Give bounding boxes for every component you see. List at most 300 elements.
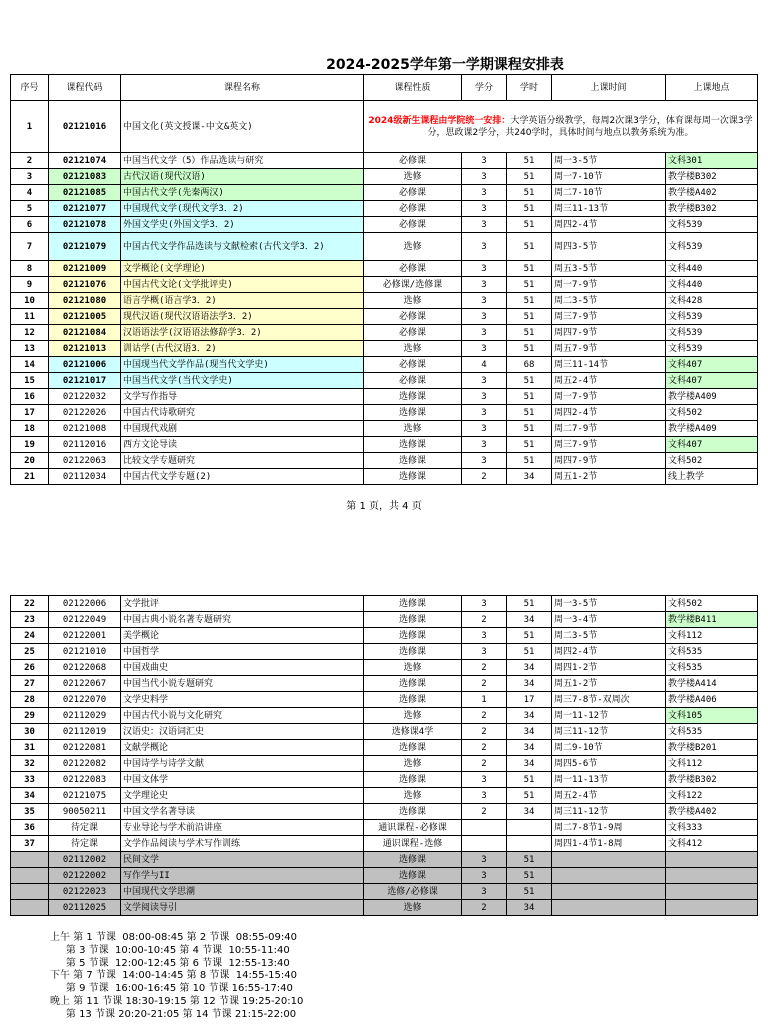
class-time: 周四5-6节 — [552, 756, 666, 772]
course-type: 选修 — [364, 756, 462, 772]
table-row — [11, 357, 758, 373]
row-number — [11, 852, 49, 868]
row-number: 30 — [11, 724, 49, 740]
table-row — [11, 900, 758, 916]
hours: 68 — [507, 357, 552, 373]
course-name: 中国现代文学(现代文学3．2) — [121, 201, 364, 217]
course-name: 中国文体学 — [121, 772, 364, 788]
table-row — [11, 277, 758, 293]
column-header: 序号 — [11, 75, 49, 101]
course-type: 选修课 — [364, 469, 462, 485]
table-row — [11, 293, 758, 309]
course-type: 选修课 — [364, 804, 462, 820]
credit: 3 — [462, 185, 507, 201]
course-name: 文学作品阅读与学术写作训练 — [121, 836, 364, 852]
course-code: 02122001 — [49, 628, 121, 644]
course-code: 02121013 — [49, 341, 121, 357]
credit: 3 — [462, 325, 507, 341]
course-code: 02122067 — [49, 676, 121, 692]
classroom: 文科535 — [666, 660, 758, 676]
course-name: 中国当代文学（5）作品选读与研究 — [121, 153, 364, 169]
course-code: 02122063 — [49, 453, 121, 469]
credit: 3 — [462, 884, 507, 900]
credit: 3 — [462, 453, 507, 469]
classroom — [666, 884, 758, 900]
hours: 51 — [507, 421, 552, 437]
course-type: 必修课 — [364, 201, 462, 217]
row-number: 37 — [11, 836, 49, 852]
classroom: 文科407 — [666, 437, 758, 453]
hours: 51 — [507, 373, 552, 389]
row-number: 12 — [11, 325, 49, 341]
column-header: 上课地点 — [666, 75, 758, 101]
class-time: 周四2-4节 — [552, 644, 666, 660]
credit: 2 — [462, 708, 507, 724]
course-code: 02121008 — [49, 421, 121, 437]
hours: 51 — [507, 852, 552, 868]
classroom: 文科412 — [666, 836, 758, 852]
credit: 3 — [462, 261, 507, 277]
row-number — [11, 868, 49, 884]
table-row — [11, 421, 758, 437]
row-number: 24 — [11, 628, 49, 644]
column-header: 课程性质 — [364, 75, 462, 101]
classroom: 教学楼A402 — [666, 185, 758, 201]
classroom: 文科535 — [666, 724, 758, 740]
row-number: 13 — [11, 341, 49, 357]
class-time: 周三11-12节 — [552, 804, 666, 820]
table-row — [11, 644, 758, 660]
course-code: 02121075 — [49, 788, 121, 804]
classroom: 文科535 — [666, 644, 758, 660]
course-name: 汉语史：汉语词汇史 — [121, 724, 364, 740]
legend-line: 第 13 节课 20:20-21:05 第 14 节课 21:15-22:00 — [50, 1008, 297, 1020]
classroom: 文科502 — [666, 405, 758, 421]
table-row — [11, 437, 758, 453]
class-time: 周五3-5节 — [552, 261, 666, 277]
course-type: 选修 — [364, 660, 462, 676]
course-name: 中国文学名著导读 — [121, 804, 364, 820]
course-code: 02122006 — [49, 596, 121, 612]
credit: 2 — [462, 756, 507, 772]
class-time: 周五2-4节 — [552, 788, 666, 804]
course-code: 02122032 — [49, 389, 121, 405]
course-type: 选修课 — [364, 868, 462, 884]
row-number: 2 — [11, 153, 49, 169]
course-type: 必修课 — [364, 309, 462, 325]
hours: 51 — [507, 217, 552, 233]
credit: 3 — [462, 389, 507, 405]
hours: 51 — [507, 201, 552, 217]
page-number: 第 1 页，共 4 页 — [346, 501, 422, 512]
credit: 3 — [462, 341, 507, 357]
course-code: 02121083 — [49, 169, 121, 185]
hours: 34 — [507, 740, 552, 756]
legend-line: 第 3 节课 10:00-10:45 第 4 节课 10:55-11:40 — [50, 944, 290, 956]
table-row — [11, 233, 758, 261]
credit: 2 — [462, 724, 507, 740]
course-type: 必修课 — [364, 153, 462, 169]
course-type: 选修 — [364, 900, 462, 916]
class-time: 周二9-10节 — [552, 740, 666, 756]
course-code: 02122068 — [49, 660, 121, 676]
row-number: 1 — [11, 101, 49, 153]
row-number: 31 — [11, 740, 49, 756]
classroom: 文科407 — [666, 373, 758, 389]
legend-line: 第 5 节课 12:00-12:45 第 6 节课 12:55-13:40 — [50, 957, 290, 969]
course-code: 02122082 — [49, 756, 121, 772]
row-number: 15 — [11, 373, 49, 389]
table-row — [11, 836, 758, 852]
row-number: 16 — [11, 389, 49, 405]
class-time: 周三7-9节 — [552, 309, 666, 325]
course-type: 选修课 — [364, 596, 462, 612]
classroom: 文科407 — [666, 357, 758, 373]
credit: 3 — [462, 421, 507, 437]
credit: 2 — [462, 612, 507, 628]
hours: 51 — [507, 437, 552, 453]
course-name: 中国当代小说专题研究 — [121, 676, 364, 692]
credit: 3 — [462, 644, 507, 660]
table-row — [11, 628, 758, 644]
classroom: 文科428 — [666, 293, 758, 309]
classroom: 文科539 — [666, 341, 758, 357]
row-number: 4 — [11, 185, 49, 201]
course-type: 选修/必修课 — [364, 884, 462, 900]
class-time: 周一7-10节 — [552, 169, 666, 185]
hours: 51 — [507, 261, 552, 277]
course-name: 中国古代文学(先秦两汉) — [121, 185, 364, 201]
table-row — [11, 373, 758, 389]
hours — [507, 820, 552, 836]
class-time: 周一7-9节 — [552, 389, 666, 405]
course-type: 选修课 — [364, 437, 462, 453]
class-time: 周二3-5节 — [552, 628, 666, 644]
credit: 2 — [462, 469, 507, 485]
classroom: 教学楼B302 — [666, 201, 758, 217]
classroom — [666, 868, 758, 884]
course-code: 90050211 — [49, 804, 121, 820]
note-text: 大学英语分级教学，每周2次课3学分，体育课每周一次课3学分，思政课2学分，共240学时，具体时间与地点以教务系统为准。 — [427, 115, 753, 138]
hours: 51 — [507, 169, 552, 185]
course-type: 选修课 — [364, 692, 462, 708]
course-code: 待定课 — [49, 836, 121, 852]
table-row — [11, 884, 758, 900]
hours — [507, 836, 552, 852]
course-name: 现代汉语(现代汉语语法学3．2) — [121, 309, 364, 325]
class-time: 周一3-4节 — [552, 612, 666, 628]
hours: 51 — [507, 868, 552, 884]
course-code: 02121006 — [49, 357, 121, 373]
table-row — [11, 217, 758, 233]
credit: 2 — [462, 900, 507, 916]
classroom: 教学楼A406 — [666, 692, 758, 708]
table-row — [11, 772, 758, 788]
table-row — [11, 389, 758, 405]
row-number: 27 — [11, 676, 49, 692]
course-type: 选修课4学 — [364, 724, 462, 740]
course-type: 选修课 — [364, 644, 462, 660]
row-number: 28 — [11, 692, 49, 708]
credit: 1 — [462, 692, 507, 708]
credit: 3 — [462, 169, 507, 185]
class-time: 周四2-4节 — [552, 217, 666, 233]
course-type: 必修课 — [364, 325, 462, 341]
class-time: 周一11-12节 — [552, 708, 666, 724]
credit: 3 — [462, 852, 507, 868]
class-time — [552, 884, 666, 900]
table-row — [11, 469, 758, 485]
classroom: 文科112 — [666, 756, 758, 772]
course-code: 02121077 — [49, 201, 121, 217]
class-time: 周五7-9节 — [552, 341, 666, 357]
row-number: 17 — [11, 405, 49, 421]
classroom — [666, 852, 758, 868]
classroom: 教学楼B201 — [666, 740, 758, 756]
row-number: 18 — [11, 421, 49, 437]
class-time: 周五1-2节 — [552, 676, 666, 692]
column-header: 上课时间 — [552, 75, 666, 101]
course-type: 选修课 — [364, 772, 462, 788]
course-type: 选修课 — [364, 676, 462, 692]
classroom: 文科440 — [666, 277, 758, 293]
course-code: 02121005 — [49, 309, 121, 325]
table-row — [11, 708, 758, 724]
row-number — [11, 900, 49, 916]
class-time — [552, 900, 666, 916]
classroom — [666, 900, 758, 916]
class-time — [552, 852, 666, 868]
course-type: 必修课 — [364, 185, 462, 201]
classroom: 文科539 — [666, 233, 758, 261]
row-number: 25 — [11, 644, 49, 660]
course-name: 西方文论导读 — [121, 437, 364, 453]
course-code: 02112034 — [49, 469, 121, 485]
credit: 2 — [462, 676, 507, 692]
row-number: 35 — [11, 804, 49, 820]
credit: 3 — [462, 628, 507, 644]
table-row — [11, 724, 758, 740]
table-row — [11, 153, 758, 169]
class-time: 周四7-9节 — [552, 325, 666, 341]
course-code: 02122023 — [49, 884, 121, 900]
course-name: 中国古代文学专题(2) — [121, 469, 364, 485]
credit: 3 — [462, 868, 507, 884]
class-time: 周二3-5节 — [552, 293, 666, 309]
course-name: 中国现代文学思潮 — [121, 884, 364, 900]
course-name: 中国当代文学(当代文学史) — [121, 373, 364, 389]
course-code: 02121010 — [49, 644, 121, 660]
row-number — [11, 884, 49, 900]
course-type: 选修 — [364, 169, 462, 185]
credit: 3 — [462, 309, 507, 325]
class-time: 周五2-4节 — [552, 373, 666, 389]
table-row — [11, 101, 758, 153]
note-highlight: 2024级新生课程由学院统一安排： — [368, 115, 511, 126]
credit — [462, 820, 507, 836]
classroom: 文科301 — [666, 153, 758, 169]
class-time: 周四3-5节 — [552, 233, 666, 261]
table-row — [11, 740, 758, 756]
row-number: 7 — [11, 233, 49, 261]
row-number: 26 — [11, 660, 49, 676]
course-code: 02121009 — [49, 261, 121, 277]
row-number: 5 — [11, 201, 49, 217]
course-name: 写作学与II — [121, 868, 364, 884]
course-code: 02122081 — [49, 740, 121, 756]
class-time: 周三11-12节 — [552, 724, 666, 740]
course-name: 中国古代小说与文化研究 — [121, 708, 364, 724]
course-type: 必修课 — [364, 357, 462, 373]
course-code: 02122049 — [49, 612, 121, 628]
course-name: 美学概论 — [121, 628, 364, 644]
row-number: 11 — [11, 309, 49, 325]
course-code: 02122070 — [49, 692, 121, 708]
course-code: 02112019 — [49, 724, 121, 740]
classroom: 文科333 — [666, 820, 758, 836]
hours: 34 — [507, 804, 552, 820]
classroom: 线上教学 — [666, 469, 758, 485]
credit: 3 — [462, 405, 507, 421]
course-name: 文学理论史 — [121, 788, 364, 804]
class-time: 周三7-8节-双周次 — [552, 692, 666, 708]
table-row — [11, 261, 758, 277]
table-row — [11, 692, 758, 708]
classroom: 文科539 — [666, 309, 758, 325]
table-row — [11, 169, 758, 185]
course-name: 文学史料学 — [121, 692, 364, 708]
course-name: 中国诗学与诗学文献 — [121, 756, 364, 772]
course-type: 选修课 — [364, 740, 462, 756]
course-type: 选修 — [364, 421, 462, 437]
classroom: 文科440 — [666, 261, 758, 277]
course-code: 02112016 — [49, 437, 121, 453]
legend-line: 下午 第 7 节课 14:00-14:45 第 8 节课 14:55-15:40 — [50, 970, 298, 982]
credit: 3 — [462, 201, 507, 217]
row-number: 6 — [11, 217, 49, 233]
table-header-row — [11, 75, 758, 101]
hours: 51 — [507, 772, 552, 788]
row-number: 32 — [11, 756, 49, 772]
credit: 3 — [462, 596, 507, 612]
credit: 2 — [462, 740, 507, 756]
class-time: 周一7-9节 — [552, 277, 666, 293]
course-type: 选修 — [364, 293, 462, 309]
table-row — [11, 820, 758, 836]
hours: 34 — [507, 612, 552, 628]
class-time-legend — [50, 932, 303, 1022]
hours: 51 — [507, 341, 552, 357]
row-number: 33 — [11, 772, 49, 788]
row-number: 20 — [11, 453, 49, 469]
course-name: 比较文学专题研究 — [121, 453, 364, 469]
column-header: 学时 — [507, 75, 552, 101]
row-number: 19 — [11, 437, 49, 453]
hours: 34 — [507, 676, 552, 692]
class-time: 周四1-4节1-8周 — [552, 836, 666, 852]
course-code: 02121017 — [49, 373, 121, 389]
hours: 51 — [507, 644, 552, 660]
hours: 51 — [507, 788, 552, 804]
course-code: 02112029 — [49, 708, 121, 724]
hours: 17 — [507, 692, 552, 708]
credit: 3 — [462, 153, 507, 169]
class-time: 周四2-4节 — [552, 405, 666, 421]
hours: 51 — [507, 325, 552, 341]
row-number: 21 — [11, 469, 49, 485]
table-row — [11, 804, 758, 820]
course-type: 选修课 — [364, 453, 462, 469]
hours: 34 — [507, 660, 552, 676]
course-type: 选修课 — [364, 389, 462, 405]
course-name: 专业导论与学术前沿讲座 — [121, 820, 364, 836]
enrollment-note — [364, 101, 758, 153]
table-row — [11, 788, 758, 804]
credit: 3 — [462, 233, 507, 261]
course-name: 中国现当代文学作品(现当代文学史) — [121, 357, 364, 373]
hours: 51 — [507, 185, 552, 201]
column-header: 课程名称 — [121, 75, 364, 101]
course-name: 文献学概论 — [121, 740, 364, 756]
table-row — [11, 852, 758, 868]
row-number: 23 — [11, 612, 49, 628]
table-row — [11, 756, 758, 772]
hours: 51 — [507, 405, 552, 421]
hours: 51 — [507, 389, 552, 405]
course-name: 外国文学史(外国文学3．2) — [121, 217, 364, 233]
credit: 3 — [462, 277, 507, 293]
hours: 51 — [507, 453, 552, 469]
class-time: 周三11-13节 — [552, 201, 666, 217]
class-time: 周一3-5节 — [552, 153, 666, 169]
class-time: 周一11-13节 — [552, 772, 666, 788]
credit: 3 — [462, 437, 507, 453]
class-time: 周二7-9节 — [552, 421, 666, 437]
class-time: 周三11-14节 — [552, 357, 666, 373]
row-number: 9 — [11, 277, 49, 293]
hours: 51 — [507, 628, 552, 644]
course-table-page-1 — [10, 74, 758, 485]
table-row — [11, 309, 758, 325]
table-row — [11, 341, 758, 357]
table-row — [11, 612, 758, 628]
hours: 34 — [507, 900, 552, 916]
table-row — [11, 596, 758, 612]
classroom: 教学楼A409 — [666, 389, 758, 405]
course-type: 选修 — [364, 708, 462, 724]
class-time: 周三7-9节 — [552, 437, 666, 453]
row-number: 36 — [11, 820, 49, 836]
classroom: 教学楼B302 — [666, 169, 758, 185]
classroom: 文科105 — [666, 708, 758, 724]
row-number: 34 — [11, 788, 49, 804]
course-name: 古代汉语(现代汉语) — [121, 169, 364, 185]
course-code: 02121079 — [49, 233, 121, 261]
classroom: 教学楼B302 — [666, 772, 758, 788]
course-type: 选修 — [364, 341, 462, 357]
course-type: 选修课 — [364, 628, 462, 644]
classroom: 教学楼A409 — [666, 421, 758, 437]
course-name: 汉语语法学(汉语语法修辞学3．2) — [121, 325, 364, 341]
course-code: 02121076 — [49, 277, 121, 293]
classroom: 文科502 — [666, 596, 758, 612]
classroom: 文科539 — [666, 325, 758, 341]
course-name: 文学批评 — [121, 596, 364, 612]
course-name: 中国古代诗歌研究 — [121, 405, 364, 421]
legend-line: 上午 第 1 节课 08:00-08:45 第 2 节课 08:55-09:40 — [50, 932, 298, 943]
course-type: 选修 — [364, 788, 462, 804]
hours: 51 — [507, 596, 552, 612]
